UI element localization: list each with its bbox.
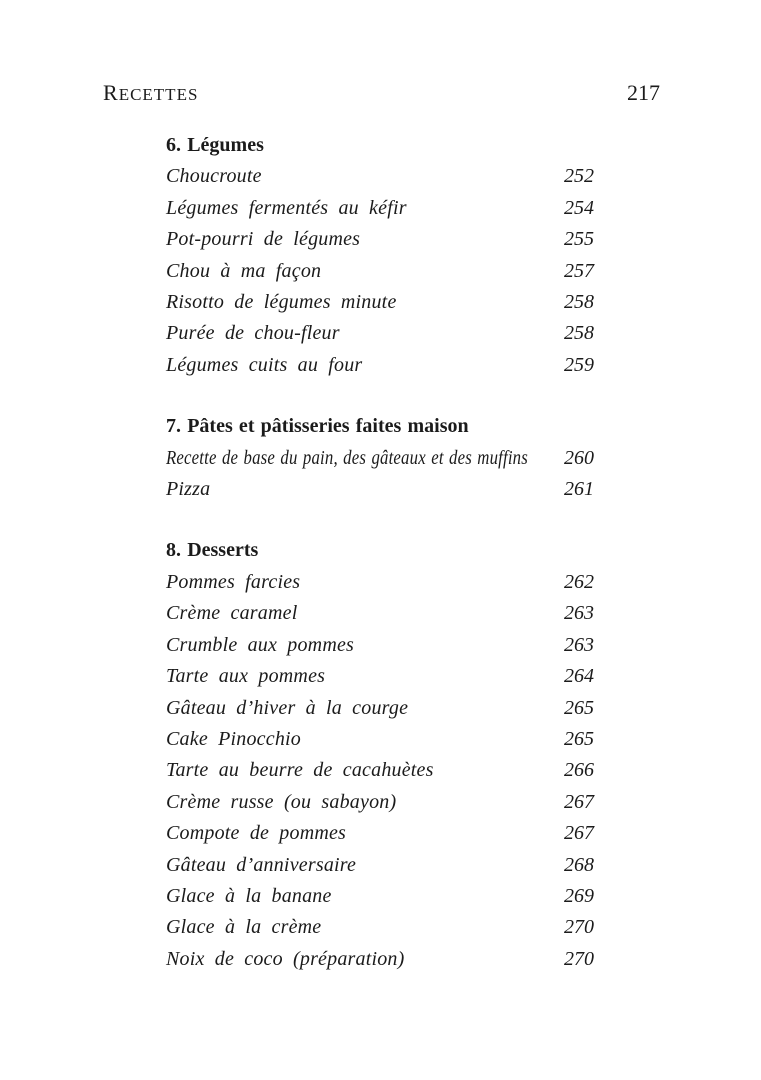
toc-entry bbox=[166, 318, 594, 349]
toc-entry bbox=[166, 567, 594, 598]
entry-page-number: 255 bbox=[564, 228, 594, 251]
entry-page-number: 267 bbox=[564, 822, 594, 845]
entry-title: Crumble aux pommes bbox=[166, 633, 355, 656]
entry-title: Gâteau d’anniversaire bbox=[166, 853, 357, 876]
toc-entry bbox=[166, 850, 594, 881]
entry-page-number: 260 bbox=[564, 446, 594, 469]
entry-title: Recette de base du pain, des gâteaux et des muffins bbox=[166, 446, 528, 469]
toc-section-desserts bbox=[166, 535, 594, 975]
toc-entry bbox=[166, 787, 594, 818]
page-header bbox=[103, 80, 660, 106]
entry-title: Tarte aux pommes bbox=[166, 665, 326, 688]
section-heading: 8. Desserts bbox=[166, 539, 259, 562]
toc-entry bbox=[166, 693, 594, 724]
entry-title: Pommes farcies bbox=[166, 570, 301, 593]
entry-title: Pizza bbox=[166, 478, 211, 501]
entry-title: Noix de coco (préparation) bbox=[166, 947, 405, 970]
entry-page-number: 265 bbox=[564, 727, 594, 750]
toc-entry bbox=[166, 443, 594, 474]
entry-title: Choucroute bbox=[166, 165, 262, 188]
entry-title: Pot-pourri de légumes bbox=[166, 228, 361, 251]
entry-page-number: 258 bbox=[564, 322, 594, 345]
entry-title: Crème caramel bbox=[166, 602, 298, 625]
entry-page-number: 265 bbox=[564, 696, 594, 719]
toc-entry bbox=[166, 161, 594, 192]
entry-title: Cake Pinocchio bbox=[166, 727, 301, 750]
toc-entry bbox=[166, 287, 594, 318]
entry-page-number: 261 bbox=[564, 478, 594, 501]
entry-page-number: 266 bbox=[564, 759, 594, 782]
entry-title: Chou à ma façon bbox=[166, 259, 322, 282]
toc-entry bbox=[166, 474, 594, 505]
toc-entry bbox=[166, 755, 594, 786]
entry-title: Compote de pommes bbox=[166, 822, 347, 845]
toc-entry bbox=[166, 912, 594, 943]
toc-entry bbox=[166, 224, 594, 255]
entry-title: Légumes cuits au four bbox=[166, 353, 363, 376]
entry-title: Gâteau d’hiver à la courge bbox=[166, 696, 409, 719]
entry-page-number: 262 bbox=[564, 570, 594, 593]
entry-page-number: 264 bbox=[564, 665, 594, 688]
entry-title: Risotto de légumes minute bbox=[166, 291, 397, 314]
toc-entry bbox=[166, 944, 594, 975]
entry-title: Purée de chou-fleur bbox=[166, 322, 340, 345]
running-head: RECETTES bbox=[103, 80, 199, 105]
toc-entry bbox=[166, 818, 594, 849]
toc-entry bbox=[166, 256, 594, 287]
toc-entry bbox=[166, 724, 594, 755]
toc-entry bbox=[166, 661, 594, 692]
entry-page-number: 270 bbox=[564, 947, 594, 970]
toc-entry bbox=[166, 630, 594, 661]
entry-title: Tarte au beurre de cacahuètes bbox=[166, 759, 434, 782]
toc-entry bbox=[166, 350, 594, 381]
entry-page-number: 254 bbox=[564, 196, 594, 219]
entry-page-number: 252 bbox=[564, 165, 594, 188]
table-of-contents bbox=[166, 130, 594, 975]
entry-page-number: 268 bbox=[564, 853, 594, 876]
entry-page-number: 257 bbox=[564, 259, 594, 282]
entry-page-number: 270 bbox=[564, 916, 594, 939]
toc-entry bbox=[166, 193, 594, 224]
entry-title: Légumes fermentés au kéfir bbox=[166, 196, 407, 219]
entry-page-number: 259 bbox=[564, 353, 594, 376]
entry-title: Crème russe (ou sabayon) bbox=[166, 790, 397, 813]
toc-section-pates bbox=[166, 411, 594, 505]
entry-page-number: 267 bbox=[564, 790, 594, 813]
page-number: 217 bbox=[627, 80, 660, 105]
entry-page-number: 258 bbox=[564, 291, 594, 314]
entry-title: Glace à la crème bbox=[166, 916, 322, 939]
toc-section-legumes bbox=[166, 130, 594, 381]
toc-entry bbox=[166, 598, 594, 629]
entry-title: Glace à la banane bbox=[166, 884, 332, 907]
entry-page-number: 269 bbox=[564, 884, 594, 907]
toc-entry bbox=[166, 881, 594, 912]
section-heading: 6. Légumes bbox=[166, 134, 264, 156]
entry-page-number: 263 bbox=[564, 602, 594, 625]
section-heading: 7. Pâtes et pâtisseries faites maison bbox=[166, 415, 469, 438]
entry-page-number: 263 bbox=[564, 633, 594, 656]
